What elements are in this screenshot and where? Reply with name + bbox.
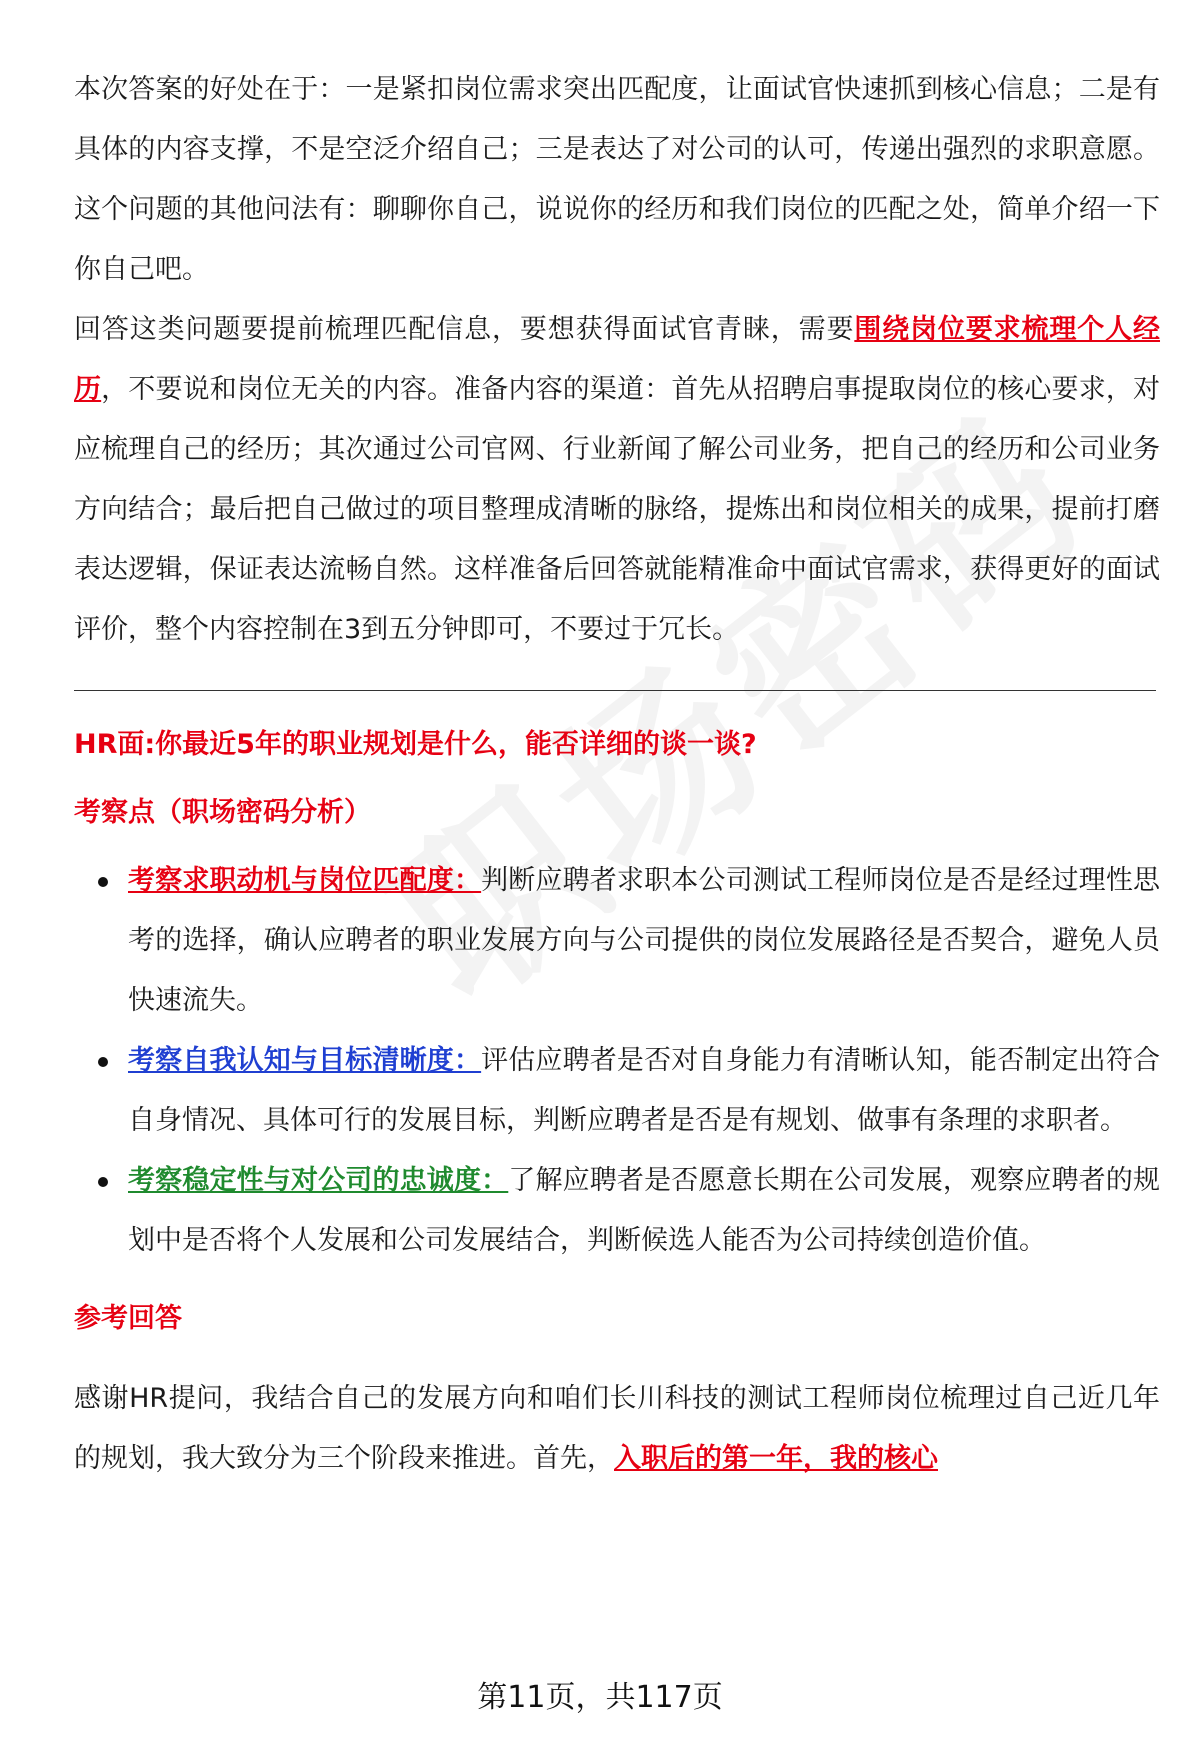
answer-highlight: 入职后的第一年，我的核心	[614, 1443, 938, 1474]
intro-paragraph-2	[74, 300, 1160, 660]
point-title: 考察自我认知与目标清晰度：	[128, 1045, 482, 1076]
analysis-subhead: 考察点（职场密码分析）	[74, 797, 371, 828]
intro-p2-before: 回答这类问题要提前梳理匹配信息，要想获得面试官青睐，需要	[74, 314, 855, 345]
intro-paragraph-1: 本次答案的好处在于：一是紧扣岗位需求突出匹配度，让面试官快速抓到核心信息；二是有具体的内容支撑，不是空泛介绍自己；三是表达了对公司的认可，传递出强烈的求职意愿。这个问题的其他问法有：聊聊你自己，说说你的经历和我们岗位的匹配之处，简单介绍一下你自己吧。	[74, 74, 1160, 285]
answer-before: 感谢HR提问，我结合自己的发展方向和咱们长川科技的测试工程师岗位梳理过自己近几年的规划，我大致分为三个阶段来推进。首先，	[74, 1383, 1160, 1474]
point-text: 判断应聘者求职本公司测试工程师岗位是否是经过理性思考的选择，确认应聘者的职业发展方向与公司提供的岗位发展路径是否契合，避免人员快速流失。	[128, 865, 1161, 1016]
bullet-icon	[98, 1177, 108, 1187]
point-title: 考察求职动机与岗位匹配度：	[128, 865, 482, 896]
answer-paragraph	[74, 1369, 1160, 1489]
intro-p2-highlight: 围绕岗位要求梳理个人经历	[74, 314, 1161, 405]
bullet-icon	[98, 1057, 108, 1067]
analysis-point-2	[128, 1031, 1160, 1151]
analysis-point-1	[128, 851, 1160, 1031]
point-text: 评估应聘者是否对自身能力有清晰认知，能否制定出符合自身情况、具体可行的发展目标，判断应聘者是否是有规划、做事有条理的求职者。	[128, 1045, 1161, 1136]
page-content	[74, 60, 1160, 1489]
page-number: 第11页，共117页	[477, 1680, 723, 1715]
intro-p2-after: ，不要说和岗位无关的内容。准备内容的渠道：首先从招聘启事提取岗位的核心要求，对应梳理自己的经历；其次通过公司官网、行业新闻了解公司业务，把自己的经历和公司业务方向结合；最后把自己做过的项目整理成清晰的脉络，提炼出和岗位相关的成果，提前打磨表达逻辑，保证表达流畅自然。这样准备后回答就能精准命中面试官需求，获得更好的面试评价，整个内容控制在3到五分钟即可，不要过于冗长。	[74, 374, 1161, 645]
analysis-point-3	[128, 1151, 1160, 1271]
answer-heading: 参考回答	[74, 1303, 182, 1334]
analysis-points	[74, 851, 1160, 1271]
bullet-icon	[98, 877, 108, 887]
section-divider	[74, 690, 1156, 691]
question-title: HR面:你最近5年的职业规划是什么，能否详细的谈一谈?	[74, 729, 757, 760]
point-title: 考察稳定性与对公司的忠诚度：	[128, 1165, 509, 1196]
point-text: 了解应聘者是否愿意长期在公司发展，观察应聘者的规划中是否将个人发展和公司发展结合，判断候选人能否为公司持续创造价值。	[128, 1165, 1161, 1256]
